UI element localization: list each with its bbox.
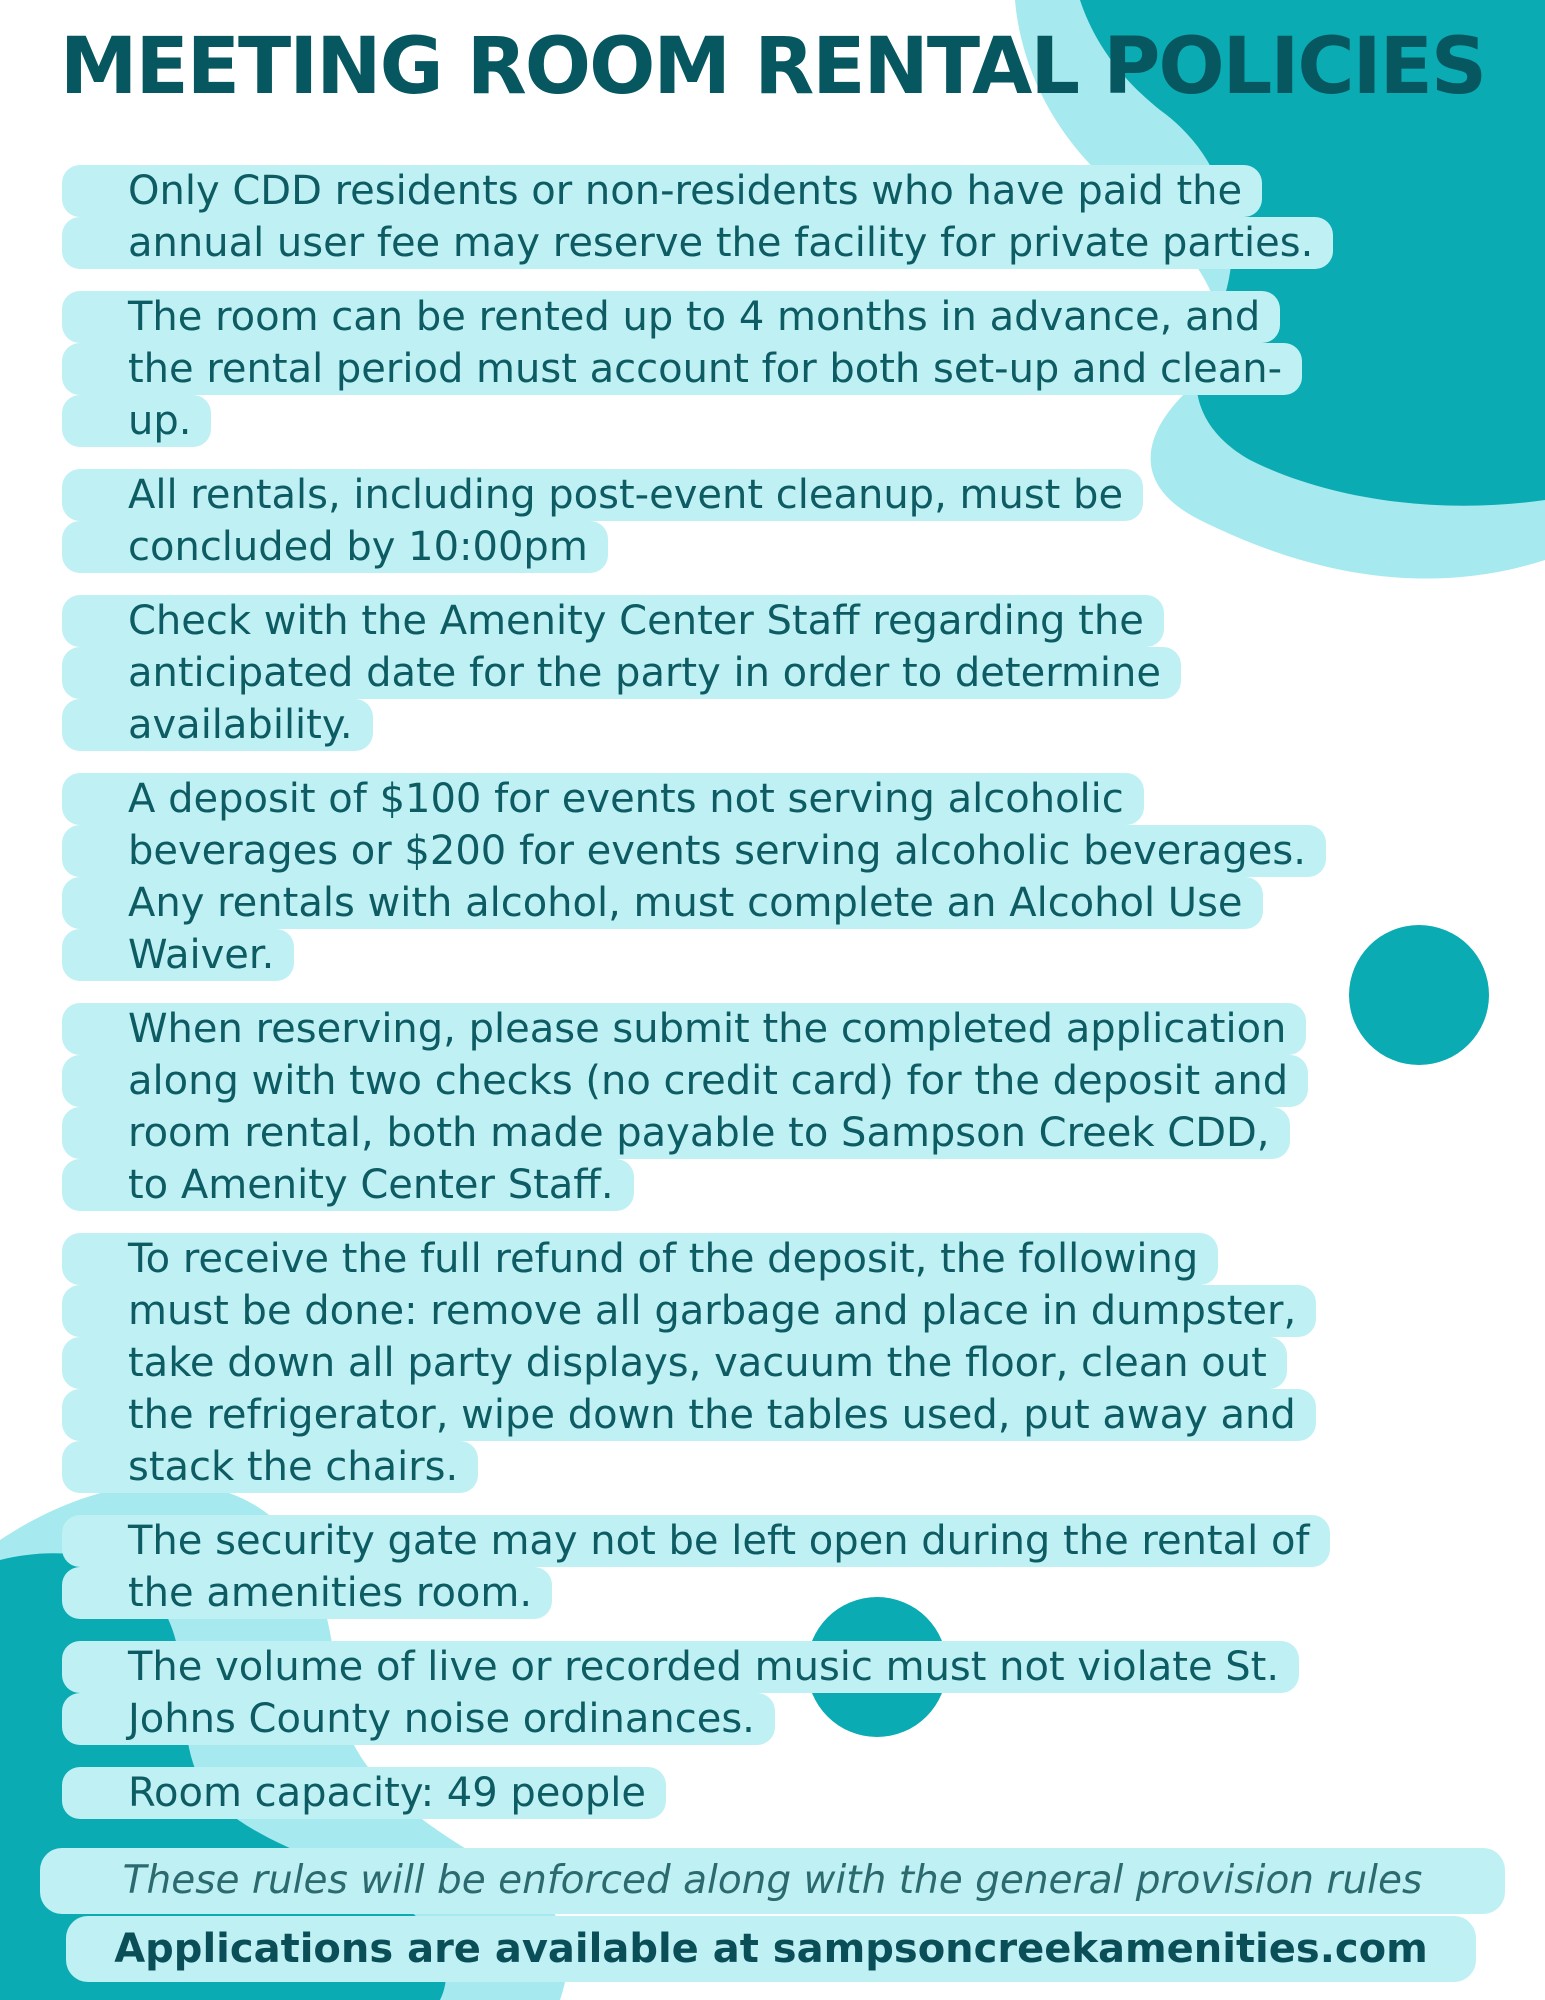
rule-line — [62, 395, 1482, 447]
rule-line-text: A deposit of $100 for events not serving alcoholic — [62, 773, 1144, 825]
rule-item — [62, 1641, 1482, 1745]
rule-line — [62, 773, 1482, 825]
rule-line — [62, 825, 1482, 877]
rule-line-text: Check with the Amenity Center Staff regarding the — [62, 595, 1164, 647]
rule-line — [62, 1003, 1482, 1055]
rule-line — [62, 217, 1482, 269]
rule-line-text: must be done: remove all garbage and place in dumpster, — [62, 1285, 1316, 1337]
rule-item — [62, 1767, 1482, 1819]
rule-line — [62, 1641, 1482, 1693]
rule-line-text: Room capacity: 49 people — [62, 1767, 666, 1819]
footer-note: These rules will be enforced along with the general provision rules — [40, 1848, 1505, 1914]
rule-line — [62, 877, 1482, 929]
rule-line — [62, 595, 1482, 647]
rule-item — [62, 877, 1482, 981]
rule-line — [62, 343, 1482, 395]
rule-line-text: beverages or $200 for events serving alcoholic beverages. — [62, 825, 1326, 877]
rule-line — [62, 1441, 1482, 1493]
rule-line — [62, 1055, 1482, 1107]
rule-line — [62, 1567, 1482, 1619]
rule-line — [62, 647, 1482, 699]
rule-line — [62, 1767, 1482, 1819]
rule-line — [62, 1693, 1482, 1745]
rule-line-text: availability. — [62, 699, 373, 751]
rule-line — [62, 291, 1482, 343]
rule-line-text: The room can be rented up to 4 months in advance, and — [62, 291, 1280, 343]
rule-line — [62, 1233, 1482, 1285]
rule-line — [62, 521, 1482, 573]
rule-line-text: concluded by 10:00pm — [62, 521, 608, 573]
rule-line — [62, 929, 1482, 981]
rule-line-text: to Amenity Center Staff. — [62, 1159, 634, 1211]
rule-item — [62, 469, 1482, 573]
rule-line-text: annual user fee may reserve the facility for private parties. — [62, 217, 1333, 269]
rule-line-text: room rental, both made payable to Sampson Creek CDD, — [62, 1107, 1290, 1159]
rule-item — [62, 595, 1482, 751]
rule-line-text: along with two checks (no credit card) for the deposit and — [62, 1055, 1308, 1107]
rule-line-text: stack the chairs. — [62, 1441, 478, 1493]
rule-line — [62, 1515, 1482, 1567]
rule-line-text: Only CDD residents or non-residents who have paid the — [62, 165, 1262, 217]
rule-line — [62, 165, 1482, 217]
rule-line — [62, 1107, 1482, 1159]
rule-line — [62, 1285, 1482, 1337]
rule-line — [62, 1159, 1482, 1211]
rule-item — [62, 291, 1482, 447]
rule-line — [62, 1389, 1482, 1441]
rule-line-text: the amenities room. — [62, 1567, 552, 1619]
rule-line-text: Any rentals with alcohol, must complete an Alcohol Use — [62, 877, 1263, 929]
page-title: MEETING ROOM RENTAL POLICIES — [59, 22, 1486, 112]
rule-line — [62, 699, 1482, 751]
rule-line-text: Waiver. — [62, 929, 294, 981]
rule-item — [62, 1003, 1482, 1211]
rule-line-text: take down all party displays, vacuum the floor, clean out — [62, 1337, 1287, 1389]
applications-link-text: Applications are available at sampsoncreekamenities.com — [66, 1916, 1476, 1982]
rule-line-text: The security gate may not be left open during the rental of — [62, 1515, 1330, 1567]
rule-line — [62, 1337, 1482, 1389]
rule-item — [62, 1515, 1482, 1619]
rule-line-text: the refrigerator, wipe down the tables used, put away and — [62, 1389, 1316, 1441]
rule-line-text: Johns County noise ordinances. — [62, 1693, 775, 1745]
rule-item — [62, 1233, 1482, 1493]
rule-line-text: All rentals, including post-event cleanup, must be — [62, 469, 1143, 521]
rule-line-text: To receive the full refund of the deposit, the following — [62, 1233, 1218, 1285]
rule-line-text: When reserving, please submit the completed application — [62, 1003, 1306, 1055]
rule-line-text: The volume of live or recorded music must not violate St. — [62, 1641, 1299, 1693]
rule-item — [62, 773, 1482, 877]
rule-line-text: up. — [62, 395, 211, 447]
rule-line-text: anticipated date for the party in order to determine — [62, 647, 1181, 699]
rule-line — [62, 469, 1482, 521]
rule-line-text: the rental period must account for both set-up and clean- — [62, 343, 1302, 395]
rule-item — [62, 165, 1482, 269]
rules-list — [62, 165, 1482, 1841]
